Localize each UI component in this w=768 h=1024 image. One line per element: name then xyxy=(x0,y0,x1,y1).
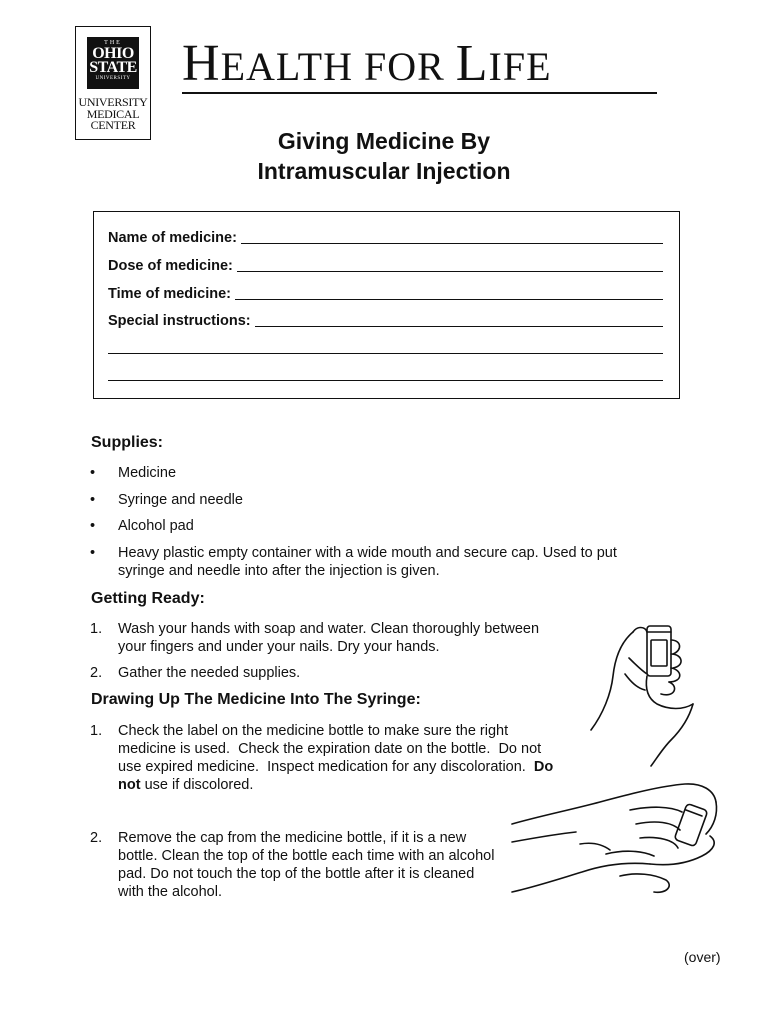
supplies-item-3 xyxy=(90,517,650,535)
banner-cap-h: H xyxy=(182,35,221,92)
hands-rolling-bottle-illustration xyxy=(510,780,725,902)
ohio-state-logo xyxy=(75,26,151,140)
logo-line-center: CENTER xyxy=(90,118,136,132)
time-of-medicine-field[interactable] xyxy=(235,298,663,300)
step-text xyxy=(118,722,566,794)
drawing-up-step-1 xyxy=(90,722,566,794)
dose-of-medicine-field[interactable] xyxy=(237,270,663,272)
supplies-heading: Supplies: xyxy=(91,434,164,451)
bullet-icon: • xyxy=(90,465,96,481)
supplies-item-text: Alcohol pad xyxy=(118,518,194,534)
seal-state: STATE xyxy=(89,59,137,76)
name-of-medicine-field[interactable] xyxy=(241,242,663,244)
bullet-icon: • xyxy=(90,545,96,561)
getting-ready-step-2 xyxy=(90,664,568,682)
supplies-item-text: Syringe and needle xyxy=(118,492,243,508)
banner-ealth: EALTH xyxy=(220,44,353,89)
getting-ready-step-1 xyxy=(90,620,568,656)
special-instructions-line-2[interactable] xyxy=(108,353,663,354)
dose-of-medicine-label: Dose of medicine: xyxy=(108,258,233,274)
over-note: (over) xyxy=(684,949,721,965)
special-instructions-field[interactable] xyxy=(255,325,663,327)
step-number: 1. xyxy=(90,621,103,637)
bullet-icon: • xyxy=(90,518,96,534)
supplies-item-1 xyxy=(90,464,650,482)
title-line-1: Giving Medicine By xyxy=(277,128,491,154)
do-not-emphasis: Do not xyxy=(118,759,554,793)
seal-the: THE xyxy=(104,40,122,46)
getting-ready-heading: Getting Ready: xyxy=(91,590,205,607)
supplies-item-text: Heavy plastic empty container with a wide mouth and secure cap. Used to put syringe and needle into after the injection is given. xyxy=(118,545,617,579)
special-instructions-row xyxy=(108,309,663,329)
ohio-state-seal xyxy=(87,37,139,89)
banner-cap-l: L xyxy=(455,35,489,92)
seal-university: UNIVERSITY xyxy=(95,76,131,81)
step-number: 2. xyxy=(90,830,103,846)
step-text: Gather the needed supplies. xyxy=(118,665,301,681)
supplies-item-2 xyxy=(90,491,650,509)
hand-holding-bottle-illustration xyxy=(585,618,705,768)
step-number: 2. xyxy=(90,665,103,681)
time-of-medicine-label: Time of medicine: xyxy=(108,286,232,302)
logo-line-university: UNIVERSITY xyxy=(78,95,148,109)
special-instructions-line-3[interactable] xyxy=(108,380,663,381)
time-of-medicine-row xyxy=(108,282,663,302)
logo-line-medical: MEDICAL xyxy=(86,106,140,121)
special-instructions-label: Special instructions: xyxy=(108,313,251,329)
page-title xyxy=(134,126,634,186)
step-text: Remove the cap from the medicine bottle, if it is a new bottle. Clean the top of the bottle each time with an alcohol pad. Do not touch the top of the bottle after it is cleaned with the alcohol. xyxy=(118,830,495,900)
dose-of-medicine-row xyxy=(108,254,663,274)
bullet-icon: • xyxy=(90,492,96,508)
drawing-up-step-2 xyxy=(90,829,500,901)
banner-rule xyxy=(182,92,657,94)
title-line-2: Intramuscular Injection xyxy=(257,158,511,184)
step-text-part: use if discolored. xyxy=(140,777,254,793)
step-text: Wash your hands with soap and water. Clean thoroughly between your fingers and under your nails. Dry your hands. xyxy=(118,621,540,655)
name-of-medicine-row xyxy=(108,226,663,246)
medicine-info-form xyxy=(93,211,680,399)
supplies-item-4 xyxy=(90,544,655,580)
step-text-part: Check the label on the medicine bottle to make sure the right medicine is used. Check the expiration date on the bottle. Do not use expired medicine. Inspect medication for any discoloration. xyxy=(118,723,546,775)
health-for-life-banner xyxy=(182,35,657,96)
banner-for: FOR xyxy=(352,44,456,89)
banner-ife: IFE xyxy=(488,44,552,89)
supplies-item-text: Medicine xyxy=(118,465,177,481)
step-number: 1. xyxy=(90,723,103,739)
name-of-medicine-label: Name of medicine: xyxy=(108,230,237,246)
drawing-up-heading: Drawing Up The Medicine Into The Syringe: xyxy=(91,691,421,708)
banner-title xyxy=(182,35,657,92)
seal-ohio: OHIO xyxy=(92,45,134,62)
